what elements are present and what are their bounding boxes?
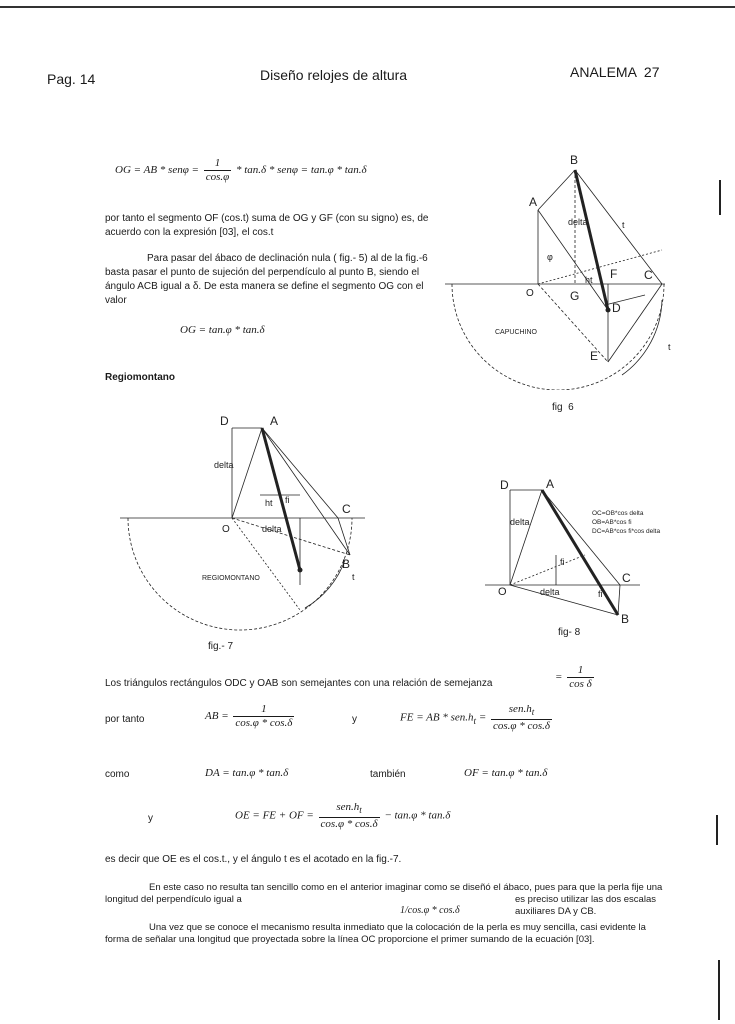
- oe-rhs: − tan.φ * tan.δ: [384, 809, 451, 822]
- sim-den: cos δ: [569, 678, 592, 690]
- fig7-line-c-b: [338, 518, 350, 555]
- eq1-rhs: * tan.δ * senφ = tan.φ * tan.δ: [235, 164, 367, 177]
- label-por-tanto: por tanto: [105, 714, 145, 725]
- fig8-label-a: A: [546, 477, 555, 491]
- para5-main: En este caso no resulta tan sencillo como en el anterior imaginar como se diseñó el ábaco, pues para que la perla fije una longitud del perpendículo igual a: [105, 882, 663, 905]
- fig6-label-t1: t: [622, 220, 625, 230]
- fig7-label-delta: delta: [214, 460, 234, 470]
- equation-og-2: OG = tan.φ * tan.δ: [180, 324, 265, 336]
- fig7-label-t: t: [352, 572, 355, 582]
- fe-eq: =: [478, 711, 487, 724]
- ab-den: cos.φ * cos.δ: [235, 717, 293, 729]
- fe-fraction: [491, 703, 552, 733]
- fig8-line-a-o: [510, 490, 542, 585]
- oe-num-sub: t: [359, 805, 362, 816]
- running-title: Diseño relojes de altura: [260, 67, 408, 83]
- eq1-num: 1: [204, 157, 232, 171]
- equation-da: DA = tan.φ * tan.δ: [205, 767, 289, 779]
- scan-mark-2: [716, 815, 718, 845]
- fig7-label-c: C: [342, 502, 351, 516]
- fig6-label-capuchino: CAPUCHINO: [495, 329, 538, 336]
- fig6-label-g: G: [570, 289, 580, 303]
- oe-den: cos.φ * cos.δ: [320, 818, 378, 831]
- fig6-label-t2: t: [668, 342, 671, 352]
- ab-lhs: AB =: [205, 710, 229, 723]
- fig8-caption: fig- 8: [558, 627, 581, 638]
- equation-ab: [205, 703, 296, 730]
- fig7-label-delta2: delta: [262, 524, 282, 534]
- fig6-label-a: A: [529, 195, 538, 209]
- fig7-label-ht: ht: [265, 498, 273, 508]
- label-como: como: [105, 769, 130, 780]
- fig8-label-b: B: [621, 612, 630, 626]
- fig8-label-delta: delta: [510, 517, 530, 527]
- fig7-pearl: [298, 568, 303, 573]
- page-number: Pag. 14: [47, 71, 96, 87]
- top-rule: [0, 6, 735, 8]
- oe-fraction: [319, 801, 380, 831]
- eq1-lhs: OG = AB * senφ =: [115, 164, 199, 177]
- fig8-note-1: OC=OB*cos delta: [592, 510, 644, 517]
- fig7-label-a: A: [270, 414, 279, 428]
- fe-num: [491, 703, 552, 720]
- fig6-label-d: D: [612, 301, 621, 315]
- fig8-label-fi1: fi: [560, 557, 565, 567]
- fig6-label-c: C: [644, 268, 653, 282]
- equation-fe: [400, 703, 554, 733]
- equation-similarity: [555, 664, 596, 691]
- section-title: ANALEMA 27: [570, 64, 660, 80]
- fe-lhs: FE = AB * sen.h: [400, 711, 474, 724]
- fig8-label-d: D: [500, 478, 509, 492]
- fig6-pearl: [606, 308, 611, 313]
- fig6-caption: fig 6: [552, 402, 574, 413]
- oe-num: [319, 801, 380, 818]
- equation-oe: [235, 801, 450, 831]
- label-tambien: también: [370, 769, 406, 780]
- fig6-label-f: F: [610, 267, 618, 281]
- fig6-label-b: B: [570, 153, 579, 167]
- fe-lhs-sub: t: [473, 715, 477, 726]
- label-y-1: y: [352, 714, 357, 725]
- paragraph-perla: Una vez que se conoce el mecanismo resulta inmediato que la colocación de la perla es muy sencilla, casi evidente la forma de señalar una longitud que proyectada sobre la línea OC proporcione el primer sumando de la ecuación [03].: [105, 922, 646, 945]
- paragraph-og-sum: por tanto el segmento OF (cos.t) suma de OG y GF (con su signo) es, de acuerdo con la expresión [03], el cos.t: [105, 213, 429, 238]
- fig6-label-delta: delta: [568, 217, 588, 227]
- fig8-line-c-b: [618, 585, 620, 615]
- fig7-line-a-b: [262, 428, 350, 555]
- figure-7: [120, 410, 370, 635]
- fig7-label-o: O: [222, 524, 230, 535]
- fig6-line-c-e: [608, 284, 662, 362]
- scan-mark-3: [718, 960, 720, 1020]
- figure-6: [440, 150, 680, 390]
- fig7-line-a-o: [232, 428, 262, 518]
- equation-of: OF = tan.φ * tan.δ: [464, 767, 548, 779]
- fig7-semicircle: [128, 518, 352, 630]
- fig8-label-delta2: delta: [540, 587, 560, 597]
- sim-fraction: [567, 664, 594, 691]
- para5-cont: es preciso utilizar las dos escalas auxiliares DA y CB.: [515, 894, 656, 917]
- fig6-line-a-b: [538, 170, 575, 210]
- ab-num: 1: [233, 703, 294, 717]
- heading-regiomontano: Regiomontano: [105, 372, 175, 383]
- fig8-label-fi2: fi: [598, 589, 603, 599]
- fig8-note-3: DC=AB*cos fi*cos delta: [592, 528, 661, 535]
- fig7-label-fi: fi: [285, 495, 290, 505]
- oe-num-text: sen.h: [336, 801, 360, 813]
- equation-og-1: [115, 157, 367, 184]
- paragraph-fig6-intro: Para pasar del ábaco de declinación nula ( fig.- 5) al de la fig.-6 basta pasar el punto de sujeción del perpendículo al punto B, siendo el ángulo ACB igual a δ. De esta manera se define el segmento OG con el valor: [105, 253, 428, 306]
- eq1-den: cos.φ: [205, 171, 230, 183]
- sim-num: 1: [567, 664, 594, 678]
- fig7-label-regiomontano: REGIOMONTANO: [202, 575, 260, 582]
- eq1-fraction: [204, 157, 232, 184]
- fig6-label-ht: ht: [585, 275, 593, 285]
- fig7-arc-t: [305, 560, 345, 608]
- para5-expression: 1/cos.φ * cos.δ: [400, 905, 460, 916]
- paragraph-oe-cos: es decir que OE es el cos.t., y el ángulo t es el acotado en la fig.-7.: [105, 854, 402, 865]
- sim-lhs: =: [555, 671, 563, 684]
- fig7-line-o-b: [232, 518, 350, 555]
- fig7-caption: fig.- 7: [208, 641, 234, 652]
- fig6-tick: [605, 295, 645, 305]
- ab-fraction: [233, 703, 294, 730]
- fig8-note-2: OB=AB*cos fi: [592, 519, 632, 526]
- paragraph-similarity: Los triángulos rectángulos ODC y OAB son semejantes con una relación de semejanza: [105, 678, 493, 689]
- fig8-dashed-ray: [510, 555, 585, 585]
- fe-num-sub: t: [531, 707, 535, 718]
- figure-8: [480, 475, 720, 635]
- label-y-2: y: [148, 813, 153, 824]
- fig6-semicircle: [452, 284, 664, 390]
- fig8-label-c: C: [622, 571, 631, 585]
- scan-mark-1: [719, 180, 721, 215]
- oe-lhs: OE = FE + OF =: [235, 809, 314, 822]
- fe-den: cos.φ * cos.δ: [493, 720, 551, 733]
- fig7-label-d: D: [220, 414, 229, 428]
- fig8-label-o: O: [498, 586, 507, 598]
- fig6-label-phi: φ: [547, 252, 553, 262]
- fig7-label-b: B: [342, 557, 351, 571]
- fig6-label-e: E: [590, 349, 599, 363]
- fig6-label-o: O: [526, 288, 534, 299]
- fe-num-text: sen.h: [508, 703, 532, 715]
- fig8-line-a-c: [542, 490, 620, 585]
